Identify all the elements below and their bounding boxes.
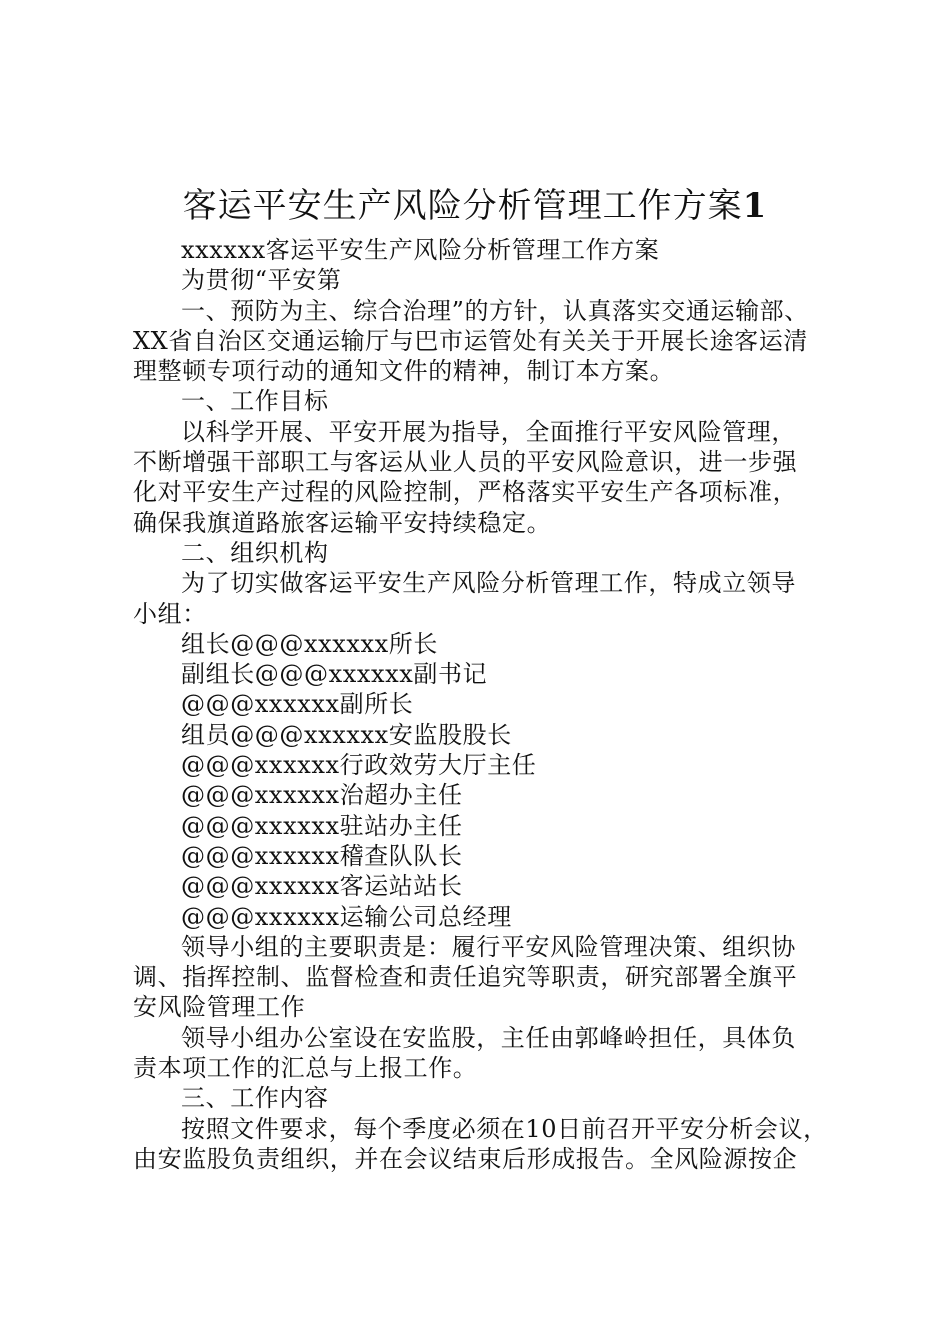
text-line: 领导小组办公室设在安监股，主任由郭峰岭担任，具体负 (181, 1023, 796, 1052)
title-text: 客运平安生产风险分析管理工作方案 (182, 186, 743, 226)
text-line: 二、组织机构 (181, 538, 329, 567)
text-line: xxxxxx客运平安生产风险分析管理工作方案 (181, 236, 660, 264)
text-line: 为贯彻“平安第 (181, 266, 342, 295)
text-line: 为了切实做客运平安生产风险分析管理工作，特成立领导 (181, 569, 796, 598)
text-line: 调、指挥控制、监督检查和责任追究等职责，研究部署全旗平 (133, 963, 798, 992)
text-line: 安风险管理工作 (133, 993, 306, 1022)
text-line: 确保我旗道路旅客运输平安持续稳定。 (133, 508, 552, 537)
text-line: @@@xxxxxx副所长 (181, 690, 414, 719)
text-line: 责本项工作的汇总与上报工作。 (133, 1054, 478, 1083)
text-line: 由安监股负责组织，并在会议结束后形成报告。全风险源按企 (133, 1144, 798, 1173)
title-number: 1 (742, 186, 768, 226)
text-line: @@@xxxxxx驻站办主任 (181, 811, 463, 840)
document-title (0, 183, 950, 229)
text-line: 按照文件要求，每个季度必须在10日前召开平安分析会议， (181, 1114, 828, 1143)
text-line: 不断增强干部职工与客运从业人员的平安风险意识，进一步强 (133, 448, 798, 477)
document-body (133, 235, 833, 1174)
text-line: @@@xxxxxx运输公司总经理 (181, 902, 512, 931)
text-line: 组员@@@xxxxxx安监股股长 (181, 720, 512, 749)
text-line: 以科学开展、平安开展为指导，全面推行平安风险管理， (181, 417, 796, 446)
text-line: 理整顿专项行动的通知文件的精神，制订本方案。 (133, 357, 675, 386)
text-line: @@@xxxxxx治超办主任 (181, 781, 463, 810)
text-line: @@@xxxxxx行政效劳大厅主任 (181, 751, 537, 780)
text-line: @@@xxxxxx客运站站长 (181, 872, 463, 901)
text-line: 副组长@@@xxxxxx副书记 (181, 660, 488, 689)
text-line: 小组： (133, 599, 207, 628)
text-line: 化对平安生产过程的风险控制，严格落实平安生产各项标准， (133, 478, 798, 507)
text-line: @@@xxxxxx稽查队队长 (181, 841, 463, 870)
text-line: 组长@@@xxxxxx所长 (181, 629, 439, 658)
text-line: XX省自治区交通运输厅与巴市运管处有关关于开展长途客运清 (133, 326, 808, 355)
text-line: 一、预防为主、综合治理”的方针，认真落实交通运输部、 (181, 296, 809, 325)
text-line: 三、工作内容 (181, 1084, 329, 1113)
text-line: 一、工作目标 (181, 387, 329, 416)
text-line: 领导小组的主要职责是：履行平安风险管理决策、组织协 (181, 932, 796, 961)
